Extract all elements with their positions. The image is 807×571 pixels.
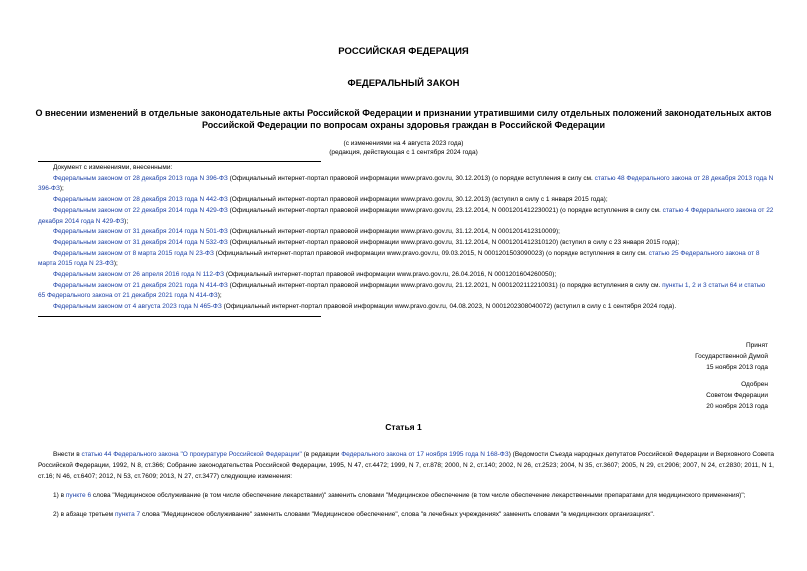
changes-list: [38, 163, 774, 313]
change-link-article[interactable]: статью 48 Федерального закона от 28 декабря 2013 года N 396-ФЗ: [38, 174, 774, 193]
adoption-line: Принят: [745, 342, 768, 349]
change-item: Федеральным законом от 4 августа 2023 года N 465-ФЗ (Официальный интернет-портал правовой информации www.pravo.gov.ru, 04.08.2023, N 0001202308040072) (вступил в силу с 1 сентября 2024 года).: [53, 303, 677, 311]
adoption-line: Государственной Думой: [695, 353, 768, 360]
change-link[interactable]: Федеральным законом от 22 декабря 2014 года N 429-ФЗ: [53, 206, 228, 214]
change-item: Федеральным законом от 26 апреля 2016 года N 112-ФЗ (Официальный интернет-портал правовой информации www.pravo.gov.ru, 26.04.2016, N 0001201604260050);: [53, 271, 557, 279]
approval-line: Советом Федерации: [706, 392, 768, 399]
law-link[interactable]: статью 44 Федерального закона "О прокуратуре Российской Федерации": [81, 451, 302, 458]
change-item: Федеральным законом от 28 декабря 2013 года N 396-ФЗ (Официальный интернет-портал правовой информации www.pravo.gov.ru, 30.12.2013) (о порядке вступления в силу см. статью 48 Федерального закона от 28 декабря 2013 года N 396-ФЗ);: [38, 174, 774, 193]
change-item: Федеральным законом от 31 декабря 2014 года N 501-ФЗ (Официальный интернет-портал правовой информации www.pravo.gov.ru, 31.12.2014, N 0001201412310009);: [53, 228, 560, 236]
change-link-article[interactable]: статью 4 Федерального закона от 22 декабря 2014 года N 429-ФЗ: [38, 206, 774, 225]
article-paragraph: 1) в пункте 6 слова "Медицинское обслуживание (в том числе обеспечение лекарствами)" заменить словами "Медицинское обеспечение (в том числе обеспечение лекарственными препаратами для медицинского применения)";: [53, 492, 746, 499]
bottom-divider: [38, 316, 321, 317]
change-item: Федеральным законом от 21 декабря 2021 года N 414-ФЗ (Официальный интернет-портал правовой информации www.pravo.gov.ru, 21.12.2021, N 0001202112210031) (о порядке вступления в силу см. пункты 1, 2 и 3 статьи 64 и статью 65 Федерального закона от 21 декабря 2021 года N 414-ФЗ);: [38, 281, 766, 300]
change-link[interactable]: Федеральным законом от 4 августа 2023 года N 465-ФЗ: [53, 303, 222, 311]
adoption-line: 15 ноября 2013 года: [706, 364, 768, 371]
article-paragraph: Внести в статью 44 Федерального закона "О прокуратуре Российской Федерации" (в редакции Федерального закона от 17 ноября 1995 года N 168-ФЗ) (Ведомости Съезда народных депутатов Российской Федерации и Верховного Совета Российской Федерации, 1992, N 8, ст.366; Собрание законодательства Российской Федерации, 1995, N 47, ст.4472; 1999, N 7, ст.878; 2000, N 2, ст.140; 2002, N 26, ст.2523; 2004, N 35, ст.3607; 2005, N 29, ст.2906; 2007, N 24, ст.2830; 2011, N 1, ст.16; N 46, ст.6407; 2012, N 53, ст.7609; 2013, N 27, ст.3477) следующие изменения:: [38, 451, 775, 480]
change-item: Федеральным законом от 8 марта 2015 года N 23-ФЗ (Официальный интернет-портал правовой информации www.pravo.gov.ru, 09.03.2015, N 0001201503090023) (о порядке вступления в силу см. статью 25 Федерального закона от 8 марта 2015 года N 23-ФЗ);: [38, 249, 760, 268]
adoption-duma: [695, 340, 768, 373]
change-item: Федеральным законом от 22 декабря 2014 года N 429-ФЗ (Официальный интернет-портал правовой информации www.pravo.gov.ru, 23.12.2014, N 0001201412230021) (о порядке вступления в силу см. статью 4 Федерального закона от 22 декабря 2014 года N 429-ФЗ);: [38, 206, 774, 225]
change-item: Федеральным законом от 31 декабря 2014 года N 532-ФЗ (Официальный интернет-портал правовой информации www.pravo.gov.ru, 31.12.2014, N 0001201412310120) (вступил в силу с 23 января 2015 года);: [53, 238, 680, 246]
change-link[interactable]: Федеральным законом от 8 марта 2015 года N 23-ФЗ: [53, 249, 214, 257]
top-divider: [38, 161, 321, 162]
article-heading: Статья 1: [385, 422, 422, 432]
point-link[interactable]: пункта 7: [114, 511, 141, 518]
change-link[interactable]: Федеральным законом от 28 декабря 2013 года N 442-ФЗ: [53, 196, 228, 204]
article-body: [38, 449, 774, 528]
edition-note-1: (с изменениями на 4 августа 2023 года): [343, 140, 464, 147]
title-line-1: О внесении изменений в отдельные законодательные акты Российской Федерации и признании утратившими силу отдельных положений законодательных актов: [35, 108, 772, 118]
change-link[interactable]: Федеральным законом от 21 декабря 2021 года N 414-ФЗ: [53, 281, 228, 289]
change-link-article[interactable]: пункты 1, 2 и 3 статьи 64 и статью 65 Федерального закона от 21 декабря 2021 года N 414-ФЗ: [38, 281, 766, 300]
changes-intro: Документ с изменениями, внесенными:: [53, 164, 173, 171]
article-paragraph: 2) в абзаце третьем пункта 7 слова "Медицинское обслуживание" заменить словами "Медицинское обеспечение", слова "в лечебных учреждениях" заменить словами "в медицинских организациях".: [53, 511, 655, 518]
point-link[interactable]: пункте 6: [65, 492, 92, 499]
law-link[interactable]: Федерального закона от 17 ноября 1995 года N 168-ФЗ: [341, 451, 509, 458]
change-item: Федеральным законом от 28 декабря 2013 года N 442-ФЗ (Официальный интернет-портал правовой информации www.pravo.gov.ru, 30.12.2013) (вступил в силу с 1 января 2015 года);: [53, 196, 608, 204]
country-heading: РОССИЙСКАЯ ФЕДЕРАЦИЯ: [338, 46, 469, 57]
edition-note-2: (редакция, действующая с 1 сентября 2024 года): [329, 149, 478, 156]
change-link[interactable]: Федеральным законом от 31 декабря 2014 года N 501-ФЗ: [53, 228, 228, 236]
approval-line: Одобрен: [741, 381, 768, 388]
doc-type-heading: ФЕДЕРАЛЬНЫЙ ЗАКОН: [347, 78, 460, 89]
approval-federation-council: [706, 379, 768, 412]
change-link[interactable]: Федеральным законом от 26 апреля 2016 года N 112-ФЗ: [53, 271, 225, 279]
change-link-article[interactable]: статью 25 Федерального закона от 8 марта 2015 года N 23-ФЗ: [38, 249, 760, 268]
change-link[interactable]: Федеральным законом от 28 декабря 2013 года N 396-ФЗ: [53, 174, 228, 182]
title-line-2: Российской Федерации по вопросам охраны здоровья граждан в Российской Федерации: [202, 120, 605, 130]
approval-line: 20 ноября 2013 года: [706, 403, 768, 410]
change-link[interactable]: Федеральным законом от 31 декабря 2014 года N 532-ФЗ: [53, 238, 228, 246]
document-title: [30, 107, 777, 131]
